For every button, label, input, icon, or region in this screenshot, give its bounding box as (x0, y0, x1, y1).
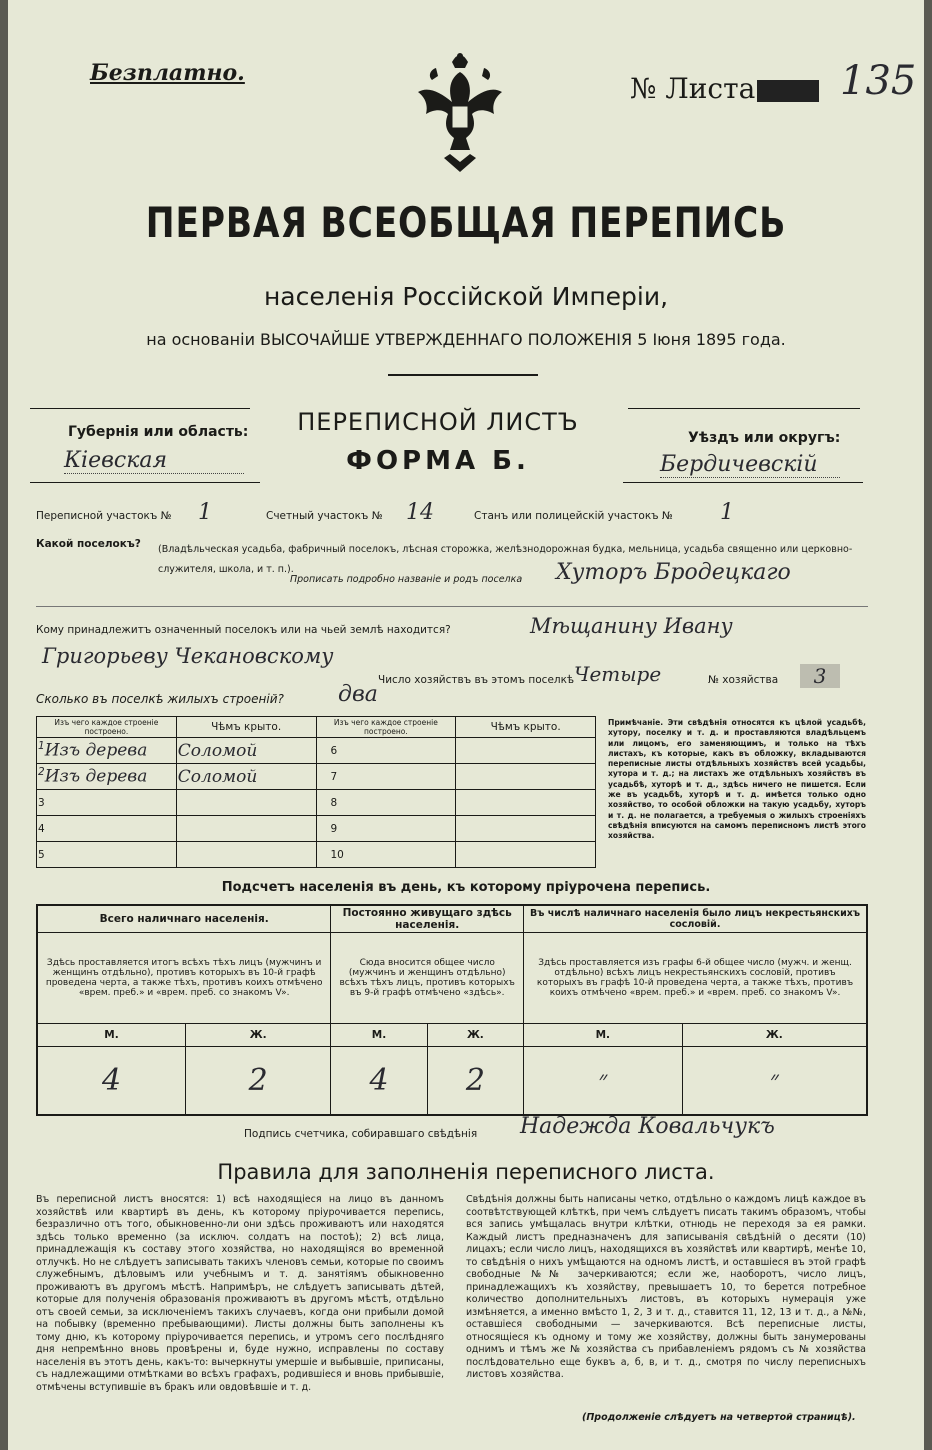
buildings-value: два (338, 682, 378, 707)
buildings-note: Примѣчаніе. Эти свѣдѣнія относятся къ цѣлой усадьбѣ, хутору, поселку и т. д. и проставляются владѣльцемъ или лицомъ, его заменяющимъ, и только на тѣхъ листахъ, къ которые, какъ въ обложку, вкладываются переписные листы отдѣльныхъ хозяйствъ всей усадьбы, хутора и т. д.; на листахъ же отдѣльныхъ хозяйствъ въ усадьбѣ, хуторѣ и т. д., здѣсь ничего не пишется. Если же въ усадьбѣ, хуторѣ и т. д. имѣется только одно хозяйство, то особой обложки на такую усадьбу, хуторъ и т. д. не полагается, а требуемыя о жилыхъ строеніяхъ свѣдѣнія вписуются на самомъ переписномъ листѣ этого хозяйства. (608, 718, 866, 841)
building-roof-cell: Соломой (176, 764, 316, 790)
divider (623, 482, 863, 483)
permanent-population-description: Сюда вносится общее число (мужчинъ и женщинъ отдѣльно) всѣхъ тѣхъ лицъ, противъ которыхъ въ 9-й графѣ отмѣчено «здѣсь». (331, 933, 524, 1024)
household-number-label: № хозяйства (708, 674, 779, 686)
owner-label: Кому принадлежитъ означенный поселокъ или на чьей землѣ находится? (36, 624, 451, 636)
material-column-header: Изъ чего каждое строеніе построено. (37, 717, 177, 738)
divider (36, 606, 868, 607)
count-area-label: Счетный участокъ № (266, 510, 383, 522)
female-column-label: Ж. (682, 1024, 867, 1046)
building-roof-cell (176, 842, 316, 868)
building-roof-cell (176, 790, 316, 816)
census-title: ПЕРВАЯ ВСЕОБЩАЯ ПЕРЕПИСЬ (145, 198, 787, 247)
female-column-label: Ж. (186, 1024, 331, 1046)
settlement-instruction: Прописать подробно названіе и родъ поселка (290, 574, 523, 585)
census-form-page (8, 0, 924, 1450)
household-number-value: 3 (800, 664, 840, 688)
form-name: ФОРМА Б. (346, 446, 530, 476)
handwritten-page-number: 135 (840, 58, 917, 104)
building-roof-cell (456, 816, 596, 842)
building-material-cell: $^1$Изъ дерева (37, 738, 177, 764)
building-roof-cell (456, 764, 596, 790)
non-peasant-header: Въ числѣ наличнаго населенія было лицъ некрестьянскихъ сословій. (524, 905, 867, 933)
rules-right-column: Свѣдѣнія должны быть написаны четко, отдѣльно о каждомъ лицѣ каждое въ соотвѣтствующей клѣткѣ, при чемъ слѣдуетъ писать такимъ образомъ, чтобы вся запись умѣщалась внутри клѣтки, отнюдь не переходя за ея рамки. Каждый листъ предназначенъ для записыванія свѣдѣній о десяти (10) лицахъ; если число лицъ, находящихся въ хозяйствѣ или квартирѣ, менѣе 10, то свѣдѣнія о нихъ умѣщаются на одномъ листѣ, и оставшіеся въ этой графѣ свободные №№ зачеркиваются; если же, наоборотъ, число лицъ, принадлежащихъ къ хозяйству, превышаетъ 10, то берется потребное количество дополнительныхъ листовъ, въ которыхъ нумерація уже измѣняется, а именно вмѣсто 1, 2, 3 и т. д., ставится 11, 12, 13 и т. д., а №№, оставшіеся свободными — зачеркиваются. Всѣ переписные листы, относящіеся къ одному и тому же хозяйству, должны быть занумерованы однимъ и тѣмъ же № хозяйства съ прибавленіемъ рядомъ съ № хозяйства послѣдовательно еще буквъ а, б, в, и т. д., смотря по числу переписныхъ листовъ хозяйства. (466, 1194, 866, 1380)
census-area-label: Переписной участокъ № (36, 510, 172, 522)
building-roof-cell (456, 842, 596, 868)
building-number-cell: 3 (37, 790, 177, 816)
male-column-label: М. (524, 1024, 682, 1046)
permanent-female-value: 2 (427, 1046, 523, 1115)
census-area-value: 1 (198, 500, 212, 525)
divider (628, 408, 860, 409)
settlement-hint: (Владѣльческая усадьба, фабричный поселокъ, лѣсная сторожка, желѣзнодорожная будка, мельница, усадьба священно или церковно-служителя, школа, и т. п.). (158, 544, 853, 575)
sheet-number-field (630, 72, 819, 105)
building-number-cell: 4 (37, 816, 177, 842)
owner-value-line1: Мѣщанину Ивану (530, 614, 733, 638)
signature-value: Надежда Ковальчукъ (520, 1114, 775, 1139)
male-column-label: М. (331, 1024, 427, 1046)
uezd-value: Бердичевскій (660, 452, 840, 478)
building-number-cell: 9 (316, 816, 456, 842)
building-number-cell: 6 (316, 738, 456, 764)
roof-column-header: Чѣмъ крыто. (456, 717, 596, 738)
redaction-block (757, 80, 819, 102)
population-table (36, 904, 868, 1116)
building-number-cell: 5 (37, 842, 177, 868)
building-roof-cell (456, 790, 596, 816)
non-peasant-female-value: ״ (682, 1046, 867, 1115)
count-area-value: 14 (406, 500, 434, 525)
non-peasant-description: Здѣсь проставляется изъ графы 6-й общее число (мужч. и женщ. отдѣльно) всѣхъ лицъ некрестьянскихъ сословій, противъ которыхъ въ графѣ 10-й проведена черта, а также тѣхъ, противъ коихъ отмѣчено «врем. преб.» и «врем. преб. со знакомъ V». (524, 933, 867, 1024)
stan-label: Станъ или полицейскій участокъ № (474, 510, 673, 522)
divider (30, 408, 250, 409)
male-column-label: М. (37, 1024, 186, 1046)
double-headed-eagle-emblem-icon (414, 48, 506, 176)
population-heading: Подсчетъ населенія въ день, къ которому пріурочена перепись. (221, 880, 711, 895)
rules-left-column: Въ переписной листъ вносятся: 1) всѣ находящіеся на лицо въ данномъ хозяйствѣ или квартирѣ въ день, къ которому пріурочивается перепись, безразлично отъ того, обыкновенно-ли они здѣсь проживаютъ или находятся здѣсь только временно (за исключ. солдатъ на постоѣ); 2) всѣ лица, принадлежащія къ составу этого хозяйства, но находящіяся во временной отлучкѣ. Но не слѣдуетъ записывать такихъ членовъ семьи, которые по своимъ служебнымъ, дѣловымъ или учебнымъ и т. д. занятіямъ обыкновенно проживаютъ въ другомъ мѣстѣ. Напримѣръ, не слѣдуетъ записывать дѣтей, которые для полученія образованія проживаютъ въ другомъ мѣстѣ, отдѣльно отъ своей семьи, за исключеніемъ такихъ случаевъ, когда они прибыли домой на побывку (временно пребывающими). Листы должны быть заполнены къ тому дню, къ которому пріурочивается перепись, и утромъ сего послѣдняго дня непремѣнно вновь провѣрены и, буде нужно, исправлены по составу населенія въ этотъ день, какъ-то: вычеркнуты умершіе и выбывшіе, приписаны, съ надлежащими отмѣтками во всѣхъ графахъ, родившіеся и вновь прибывшіе, отмѣчены вступившіе въ бракъ или овдовѣвшіе и т. д. (36, 1194, 444, 1393)
building-number-cell: 7 (316, 764, 456, 790)
buildings-table (36, 716, 596, 868)
guberniya-label: Губернія или область: (68, 424, 249, 440)
building-roof-cell (456, 738, 596, 764)
census-basis-line: на основаніи ВЫСОЧАЙШЕ УТВЕРЖДЕННАГО ПОЛОЖЕНІЯ 5 Іюня 1895 года. (146, 330, 786, 349)
households-value: Четыре (574, 662, 662, 686)
census-subtitle: населенія Россійской Имперіи, (263, 282, 669, 311)
female-column-label: Ж. (427, 1024, 523, 1046)
total-population-description: Здѣсь проставляется итогъ всѣхъ тѣхъ лицъ (мужчинъ и женщинъ отдѣльно), противъ которыхъ въ 10-й графѣ проведена черта, а также тѣхъ, противъ коихъ отмѣчено «врем. преб.» и «врем. преб. со знакомъ V». (37, 933, 331, 1024)
rules-continuation-note: (Продолженіе слѣдуетъ на четвертой страницѣ). (582, 1412, 856, 1423)
owner-value-line2: Григорьеву Чекановскому (42, 644, 334, 668)
sheet-number-label: № Листа (630, 72, 756, 105)
uezd-label: Уѣздъ или округъ: (688, 430, 841, 446)
building-material-cell: $^2$Изъ дерева (37, 764, 177, 790)
material-column-header: Изъ чего каждое строеніе построено. (316, 717, 456, 738)
rules-heading: Правила для заполненія переписного листа. (217, 1160, 715, 1184)
free-label: Безплатно. (90, 60, 245, 86)
total-population-header: Всего наличнаго населенія. (37, 905, 331, 933)
divider (388, 374, 538, 376)
guberniya-value: Кіевская (64, 448, 244, 474)
sheet-title: ПЕРЕПИСНОЙ ЛИСТЪ (297, 408, 579, 436)
building-number-cell: 8 (316, 790, 456, 816)
households-label: Число хозяйствъ въ этомъ поселкѣ (378, 674, 575, 686)
roof-column-header: Чѣмъ крыто. (176, 717, 316, 738)
building-number-cell: 10 (316, 842, 456, 868)
total-female-value: 2 (186, 1046, 331, 1115)
signature-label: Подпись счетчика, собиравшаго свѣдѣнія (244, 1128, 478, 1140)
building-roof-cell: Соломой (176, 738, 316, 764)
non-peasant-male-value: ״ (524, 1046, 682, 1115)
permanent-population-header: Постоянно живущаго здѣсь населенія. (331, 905, 524, 933)
divider (30, 482, 260, 483)
settlement-label: Какой поселокъ? (36, 538, 141, 550)
buildings-label: Сколько въ поселкѣ жилыхъ строеній? (36, 692, 284, 706)
stan-value: 1 (720, 500, 734, 525)
permanent-male-value: 4 (331, 1046, 427, 1115)
settlement-value: Хуторъ Бродецкаго (556, 560, 791, 585)
building-roof-cell (176, 816, 316, 842)
total-male-value: 4 (37, 1046, 186, 1115)
